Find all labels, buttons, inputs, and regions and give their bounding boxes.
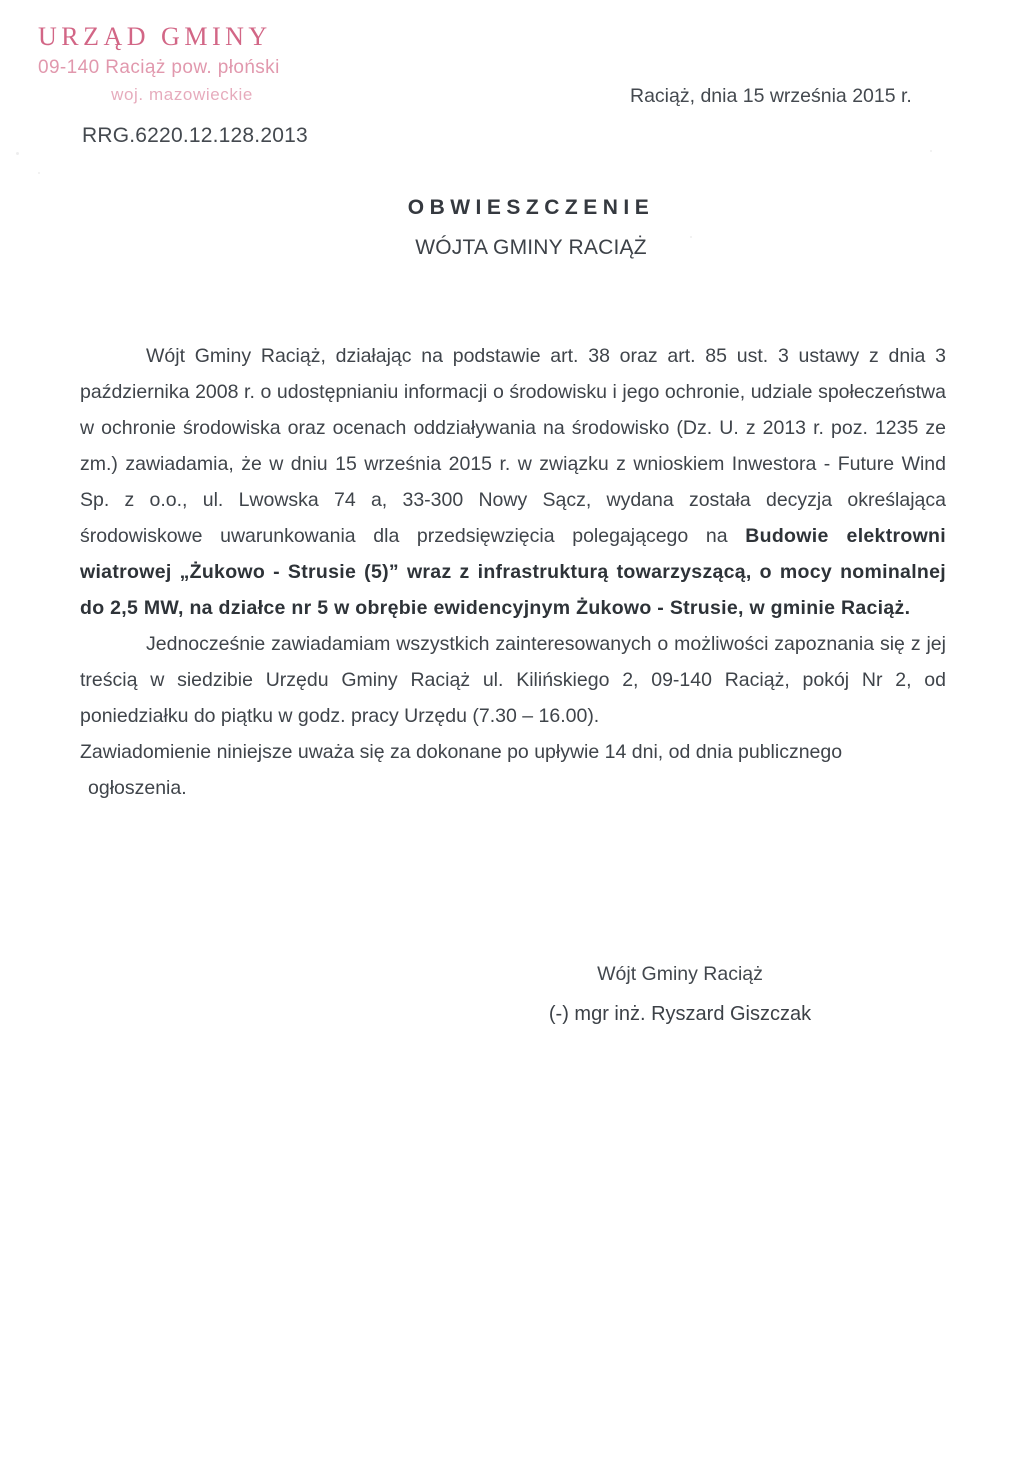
scan-speckle [16,152,19,155]
paragraph-legal-basis [80,338,946,626]
office-stamp [38,22,368,108]
paragraph-availability: Jednocześnie zawiadamiam wszystkich zainteresowanych o możliwości zapoznania się z jej treścią w siedzibie Urzędu Gminy Raciąż ul. Kilińskiego 2, 09-140 Raciąż, pokój Nr 2, od poniedziałku do piątku w godz. pracy Urzędu (7.30 – 16.00). [80,633,946,727]
stamp-voivodeship: woj. mazowieckie [111,85,253,104]
page-subtitle: WÓJTA GMINY RACIĄŻ [415,236,647,259]
page-title: OBWIESZCZENIE [407,196,655,219]
title-block [0,196,1024,260]
scan-speckle [930,150,932,152]
paragraph-legal-basis-text: Wójt Gminy Raciąż, działając na podstawie art. 38 oraz art. 85 ust. 3 ustawy z dnia 3 października 2008 r. o udostępnianiu informacji o środowisku i jego ochronie, udziale społeczeństwa w ochronie środowiska oraz ocenach oddziaływania na środowisko (Dz. U. z 2013 r. poz. 1235 ze zm.) zawiadamia, że w dniu 15 września 2015 r. w związku z wnioskiem Inwestora - Future Wind Sp. z o.o., ul. Lwowska 74 a, 33-300 Nowy Sącz, wydana została decyzja określająca środowiskowe uwarunkowania dla przedsięwzięcia polegającego na [80,345,946,547]
scan-speckle [38,172,40,174]
stamp-address: 09-140 Raciąż pow. płoński [38,57,280,78]
paragraph-notice-effect-tail: ogłoszenia. [88,777,187,799]
document-body [80,338,946,806]
signature-block [430,958,930,1030]
paragraph-notice-effect: Zawiadomienie niniejsze uważa się za dokonane po upływie 14 dni, od dnia publicznego [80,741,843,763]
signatory-name: (-) mgr inż. Ryszard Giszczak [548,1003,812,1025]
signatory-role: Wójt Gminy Raciąż [597,963,763,985]
reference-number: RRG.6220.12.128.2013 [82,124,308,147]
place-and-date: Raciąż, dnia 15 września 2015 r. [630,85,912,107]
project-description-bold: Budowie elektrowni wiatrowej „Żukowo - Strusie (5)” wraz z infrastrukturą towarzyszącą, o mocy nominalnej do 2,5 MW, na działce nr 5 w obrębie ewidencyjnym Żukowo - Strusie, w gminie Raciąż. [80,525,946,619]
stamp-office-name: URZĄD GMINY [38,22,272,51]
